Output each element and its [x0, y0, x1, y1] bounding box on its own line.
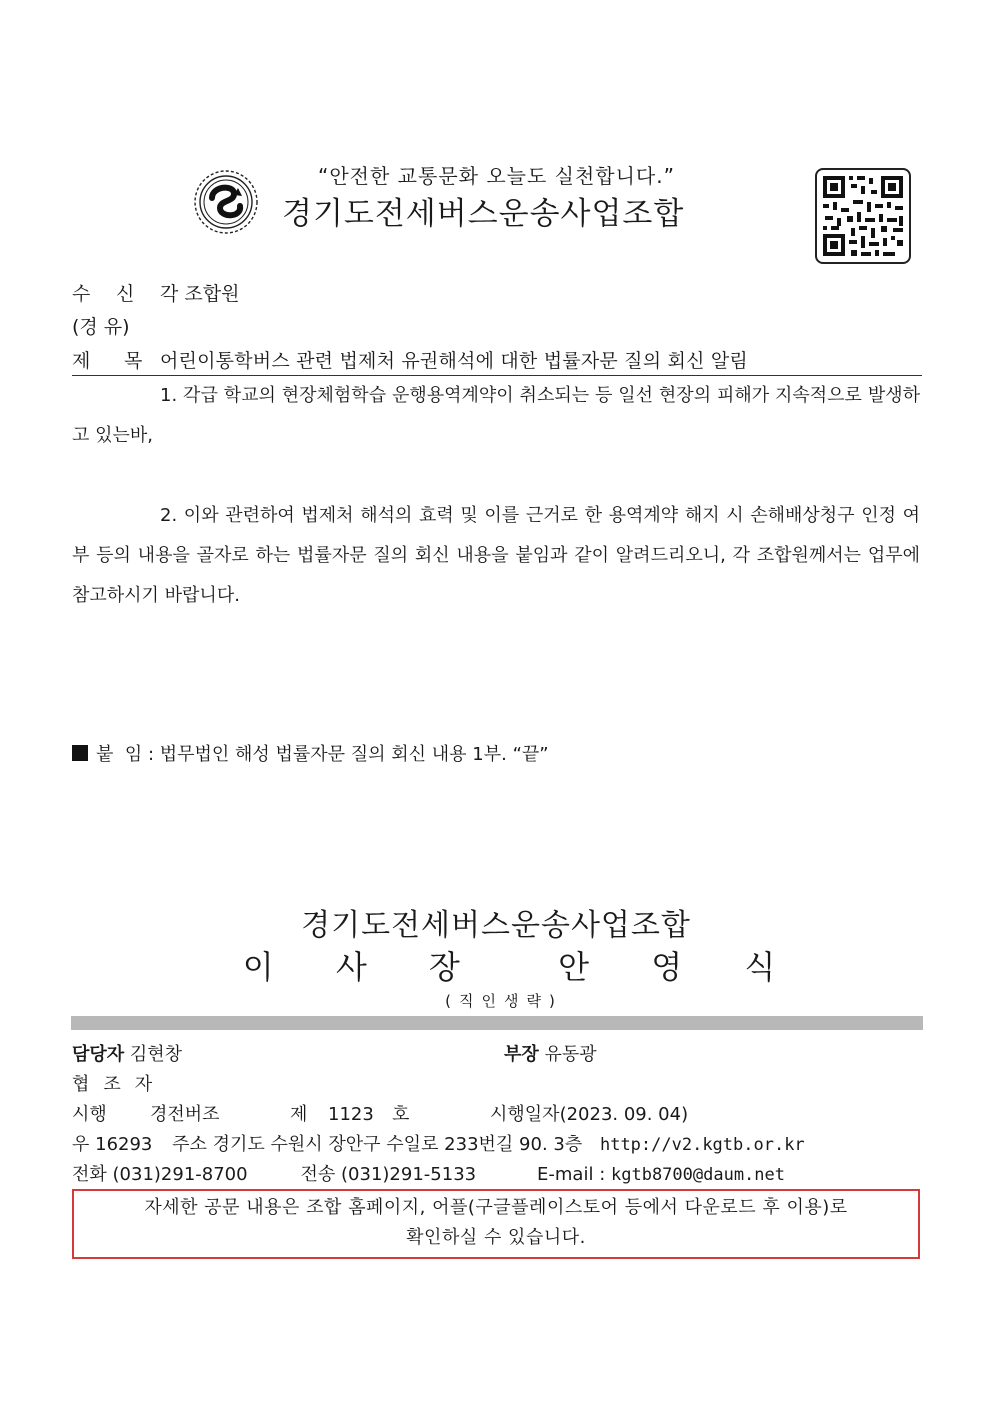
signature-org-name: 경기도전세버스운송사업조합 [301, 908, 691, 943]
body-paragraph-1-text: 1. 각급 학교의 현장체험학습 운행용역계약이 취소되는 등 일선 현장의 피해가 지속적으로 발생하고 있는바, [72, 385, 920, 446]
staff-row [72, 1040, 922, 1066]
manager-name: 유동광 [544, 1044, 597, 1065]
exec-date: (2023. 09. 04) [559, 1104, 689, 1125]
via-label: (경 유) [72, 316, 130, 338]
cooperator-row [72, 1070, 166, 1096]
address-label: 주소 [172, 1134, 207, 1155]
manager-label: 부장 [504, 1044, 539, 1065]
email-label: E-mail : [537, 1164, 606, 1185]
notice-line-1: 자세한 공문 내용은 조합 홈페이지, 어플(구글플레이스토어 등에서 다운로드 후 이용)로 [144, 1197, 848, 1218]
notice-line-2: 확인하실 수 있습니다. [406, 1227, 586, 1248]
attachment-value: 법무법인 해성 법률자문 질의 회신 내용 1부. “끝” [159, 744, 549, 765]
attachment-label: 붙 임 : [96, 744, 155, 765]
recipient-label-2: 신 [116, 283, 135, 305]
qr-code-icon[interactable] [815, 168, 911, 264]
fax-value: (031)291-5133 [341, 1164, 477, 1185]
address-value: 경기도 수원시 장안구 수일로 233번길 90. 3층 [212, 1134, 583, 1155]
subject-label-1: 제 [72, 350, 91, 372]
exec-label: 시행 [72, 1104, 107, 1125]
via-row [72, 312, 130, 339]
union-logo-icon [192, 168, 260, 236]
signature-title-role: 이 사 장 [242, 948, 486, 986]
exec-date-label: 시행일자 [490, 1104, 560, 1125]
recipient-label-1: 수 [72, 283, 91, 305]
exec-no-prefix: 제 [290, 1104, 308, 1125]
seal-omitted-note: (직인생략) [445, 992, 563, 1010]
recipient-row [72, 279, 239, 306]
body-paragraph-1 [72, 376, 920, 456]
email-link[interactable]: kgtb8700@daum.net [611, 1165, 785, 1185]
address-row [72, 1130, 805, 1156]
tel-value: (031)291-8700 [112, 1164, 248, 1185]
staff-label: 담당자 [72, 1044, 125, 1065]
homepage-link[interactable]: http://v2.kgtb.or.kr [599, 1135, 805, 1155]
body-paragraph-2 [72, 496, 920, 616]
zip-label: 우 [72, 1134, 90, 1155]
fax-label: 전송 [300, 1164, 336, 1185]
exec-no-suffix: 호 [392, 1104, 410, 1125]
signature-title [0, 942, 992, 988]
subject-row [72, 346, 922, 376]
recipient-value: 각 조합원 [160, 283, 240, 305]
staff-name: 김현창 [129, 1044, 183, 1065]
notice-box [72, 1189, 920, 1259]
contact-row [72, 1160, 785, 1186]
signature-title-name: 안 영 식 [558, 948, 802, 986]
body-paragraph-2-text: 2. 이와 관련하여 법제처 해석의 효력 및 이를 근거로 한 용역계약 해지 시 손해배상청구 인정 여부 등의 내용을 골자로 하는 법률자문 질의 회신 내용을 붙임과 같이 알려드리오니, 각 조합원께서는 업무에 참고하시기 바랍니다. [72, 505, 920, 606]
exec-dept: 경전버조 [150, 1104, 220, 1125]
tel-label: 전화 [72, 1164, 107, 1185]
zip-code: 16293 [95, 1134, 153, 1155]
attachment-line [72, 740, 549, 766]
execution-row [72, 1100, 688, 1126]
org-title: 경기도전세버스운송사업조합 [282, 196, 685, 232]
subject-label-2: 목 [124, 350, 143, 372]
exec-no: 1123 [328, 1104, 374, 1125]
slogan: “안전한 교통문화 오늘도 실천합니다.” [318, 164, 675, 188]
cooperator-label: 협조자 [72, 1074, 167, 1095]
square-bullet-icon [72, 745, 88, 761]
subject-value: 어린이통학버스 관련 법제처 유권해석에 대한 법률자문 질의 회신 알림 [160, 350, 748, 372]
divider-bar [71, 1016, 923, 1030]
